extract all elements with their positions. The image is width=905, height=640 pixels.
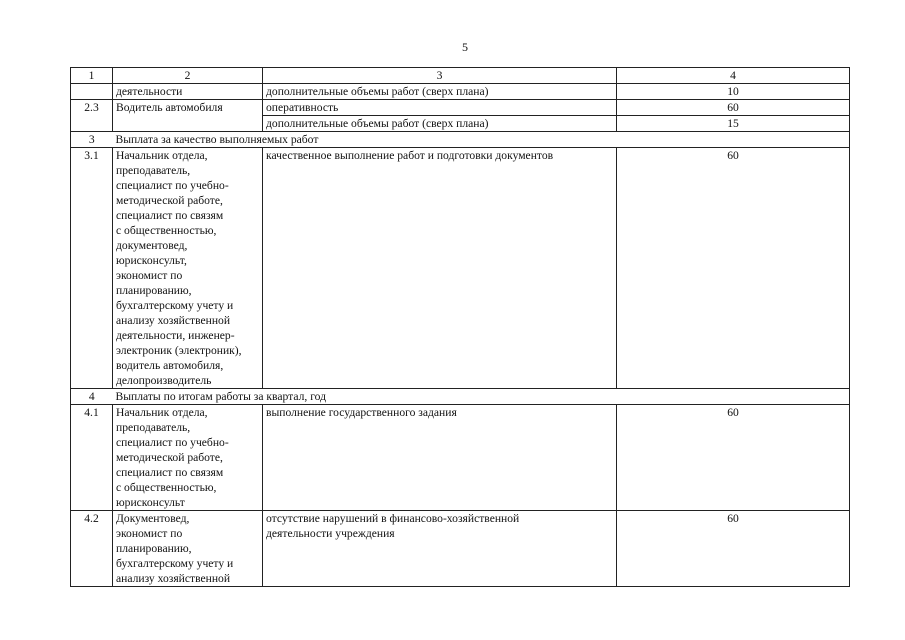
column-number: 1 (71, 68, 113, 84)
section-title: Выплата за качество выполняемых работ (113, 132, 850, 148)
criterion-cell: дополнительные объемы работ (сверх плана) (263, 84, 617, 100)
item-number: 4.1 (71, 405, 113, 511)
column-number: 2 (113, 68, 263, 84)
column-number: 4 (617, 68, 850, 84)
column-number-row (71, 68, 850, 84)
section-number: 3 (71, 132, 113, 148)
criterion-cell: дополнительные объемы работ (сверх плана) (263, 116, 617, 132)
points-cell: 60 (617, 100, 850, 116)
criterion-cell: оперативность (263, 100, 617, 116)
points-cell: 60 (617, 405, 850, 511)
position-cell: Документовед, экономист по планированию, бухгалтерскому учету и анализу хозяйственной (113, 511, 263, 587)
column-number: 3 (263, 68, 617, 84)
criterion-cell: качественное выполнение работ и подготовки документов (263, 148, 617, 389)
points-cell: 10 (617, 84, 850, 100)
position-cell: Начальник отдела, преподаватель, специалист по учебно- методической работе, специалист по связям с общественностью, документовед, юрисконсульт, экономист по планированию, бухгалтерскому учету и анализу хозяйственной деятельности, инженер- электроник (электроник), водитель автомобиля, делопроизводитель (113, 148, 263, 389)
item-number: 4.2 (71, 511, 113, 587)
position-cell: Начальник отдела, преподаватель, специалист по учебно- методической работе, специалист по связям с общественностью, юрисконсульт (113, 405, 263, 511)
section-row (71, 389, 850, 405)
position-cell: деятельности (113, 84, 263, 100)
criterion-cell: выполнение государственного задания (263, 405, 617, 511)
criterion-cell: отсутствие нарушений в финансово-хозяйственной деятельности учреждения (263, 511, 617, 587)
item-number (71, 84, 113, 100)
section-title: Выплаты по итогам работы за квартал, год (113, 389, 850, 405)
page-number: 5 (462, 40, 468, 54)
table-row (71, 405, 850, 511)
table-row (71, 511, 850, 587)
position-cell: Водитель автомобиля (113, 100, 263, 132)
item-number: 2.3 (71, 100, 113, 132)
points-cell: 60 (617, 148, 850, 389)
points-cell: 60 (617, 511, 850, 587)
section-number: 4 (71, 389, 113, 405)
table-row (71, 148, 850, 389)
table-row (71, 84, 850, 100)
table-body (71, 68, 850, 587)
item-number: 3.1 (71, 148, 113, 389)
table-row (71, 100, 850, 116)
section-row (71, 132, 850, 148)
points-cell: 15 (617, 116, 850, 132)
payments-table (70, 67, 850, 587)
